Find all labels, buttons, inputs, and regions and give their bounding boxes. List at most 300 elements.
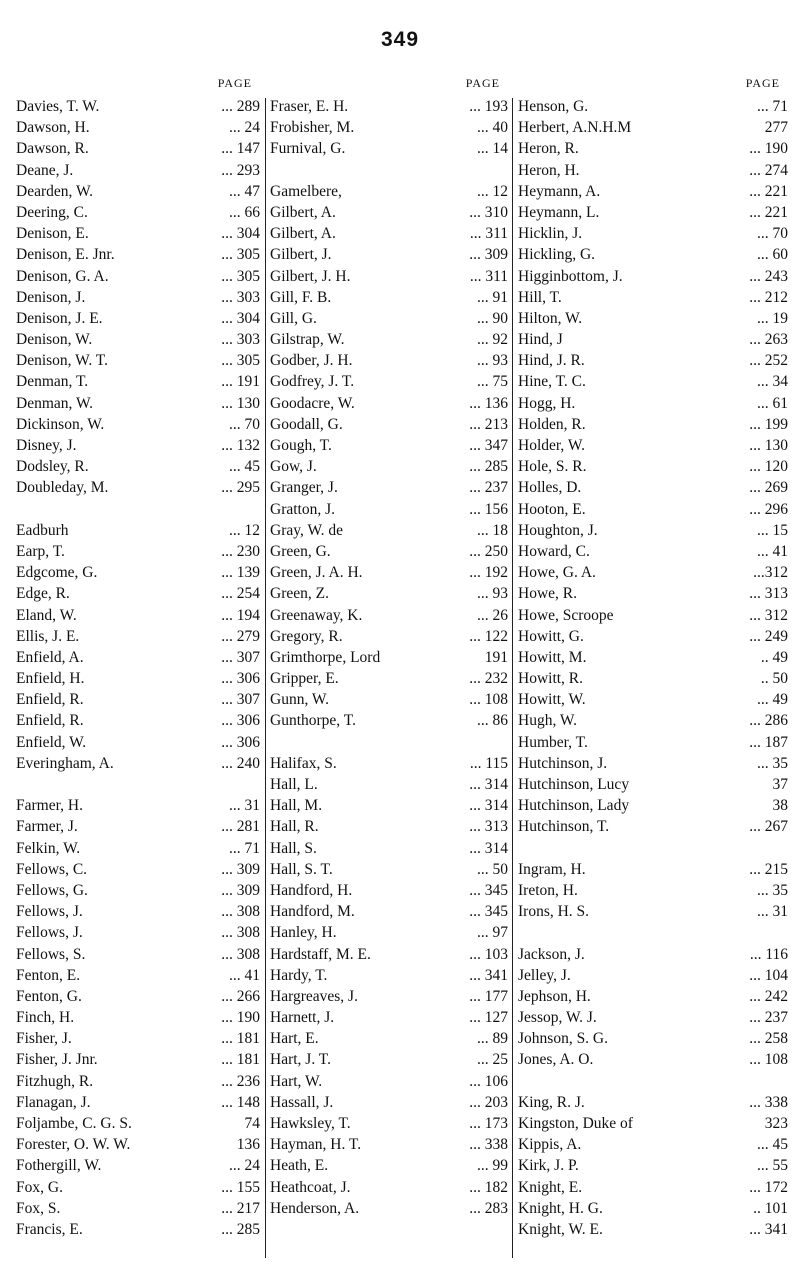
index-entry <box>518 774 790 795</box>
entry-name: Hind, J. R. <box>518 352 585 370</box>
index-entry <box>270 901 510 922</box>
index-entry <box>16 456 262 477</box>
entry-name: Fenton, E. <box>16 966 81 984</box>
entry-name: Forester, O. W. W. <box>16 1136 131 1154</box>
entry-page: ... 267 <box>749 818 788 836</box>
index-entry <box>518 329 790 350</box>
index-entry <box>518 562 790 583</box>
entry-page: ... 24 <box>229 1157 260 1175</box>
entry-page: ... 70 <box>229 415 260 433</box>
index-entry <box>270 117 510 138</box>
entry-page: ... 281 <box>221 818 260 836</box>
entry-page: ... 190 <box>749 140 788 158</box>
entry-page: ... 26 <box>477 606 508 624</box>
entry-name: Heymann, A. <box>518 182 601 200</box>
entry-page: ... 345 <box>469 881 508 899</box>
entry-page: ... 106 <box>469 1072 508 1090</box>
index-entry <box>518 626 790 647</box>
index-entry <box>518 499 790 520</box>
entry-page: ... 307 <box>221 691 260 709</box>
entry-page: ... 14 <box>477 140 508 158</box>
index-entry <box>270 244 510 265</box>
entry-page: ... 71 <box>229 839 260 857</box>
index-entry <box>518 266 790 287</box>
entry-page: ... 12 <box>477 182 508 200</box>
index-entry <box>518 605 790 626</box>
entry-name: Doubleday, M. <box>16 479 109 497</box>
entry-page: ... 147 <box>221 140 260 158</box>
entry-page: ... 187 <box>749 733 788 751</box>
index-entry <box>518 1113 790 1134</box>
entry-page: ... 309 <box>221 881 260 899</box>
index-entry <box>270 1028 510 1049</box>
entry-name: Hanley, H. <box>270 924 337 942</box>
entry-page: ... 70 <box>757 225 788 243</box>
entry-page: ... 181 <box>221 1030 260 1048</box>
index-entry <box>518 371 790 392</box>
index-entry <box>270 583 510 604</box>
index-entry <box>16 986 262 1007</box>
index-entry <box>16 541 262 562</box>
entry-name: Hassall, J. <box>270 1093 334 1111</box>
entry-name: Edgcome, G. <box>16 564 98 582</box>
entry-page: ... 303 <box>221 331 260 349</box>
entry-page: 74 <box>244 1115 260 1132</box>
entry-page: ... 61 <box>757 394 788 412</box>
entry-name: Jessop, W. J. <box>518 1009 597 1027</box>
entry-name: Heathcoat, J. <box>270 1178 351 1196</box>
entry-name: Humber, T. <box>518 733 588 751</box>
index-entry <box>270 138 510 159</box>
entry-page: ... 34 <box>757 373 788 391</box>
index-entry <box>16 732 262 753</box>
entry-page: .. 49 <box>760 648 788 666</box>
entry-name: Fox, G. <box>16 1178 63 1196</box>
index-entry <box>518 732 790 753</box>
index-entry <box>16 1155 262 1176</box>
entry-page: ... 177 <box>469 987 508 1005</box>
entry-name: Goodall, G. <box>270 415 343 433</box>
entry-page: ... 35 <box>757 754 788 772</box>
entry-page: ... 314 <box>469 797 508 815</box>
entry-name: Henderson, A. <box>270 1199 360 1217</box>
entry-page: ... 156 <box>469 500 508 518</box>
entry-page: ... 258 <box>749 1030 788 1048</box>
entry-name: Earp, T. <box>16 542 65 560</box>
entry-name: Denman, W. <box>16 394 94 412</box>
entry-page: ... 305 <box>221 352 260 370</box>
entry-page: ... 60 <box>757 246 788 264</box>
entry-name: Davies, T. W. <box>16 98 100 115</box>
index-entry <box>518 880 790 901</box>
index-entry <box>270 922 510 943</box>
entry-name: Hooton, E. <box>518 500 586 518</box>
entry-page: ... 132 <box>221 437 260 454</box>
entry-page: ... 91 <box>477 288 508 306</box>
entry-name: Hart, W. <box>270 1072 323 1090</box>
entry-page: ... 263 <box>749 331 788 349</box>
index-entry <box>518 138 790 159</box>
index-entry <box>270 456 510 477</box>
entry-page: ... 115 <box>469 754 508 772</box>
entry-name: Goodacre, W. <box>270 394 355 412</box>
entry-name: Foljambe, C. G. S. <box>16 1115 132 1132</box>
index-entry <box>16 1113 262 1134</box>
entry-page: ... 40 <box>477 119 508 137</box>
index-entry <box>270 753 510 774</box>
index-entry <box>16 1049 262 1070</box>
entry-page: ... 31 <box>757 903 788 921</box>
entry-name: Howitt, G. <box>518 627 584 645</box>
index-entry <box>518 223 790 244</box>
entry-name: Denison, J. <box>16 288 86 306</box>
entry-page: ... 304 <box>221 309 260 327</box>
entry-page: ... 116 <box>749 945 788 963</box>
index-entries <box>270 96 510 1219</box>
entry-page: ... 306 <box>221 712 260 730</box>
entry-name: Denison, E. Jnr. <box>16 246 115 264</box>
entry-name: Hall, L. <box>270 776 318 793</box>
entry-name: Francis, E. <box>16 1220 83 1238</box>
section-gap <box>270 160 510 181</box>
index-entry <box>270 1071 510 1092</box>
index-entry <box>16 668 262 689</box>
entry-page: ... 311 <box>469 267 508 285</box>
entry-name: Fellows, G. <box>16 881 88 899</box>
entry-page: ... 295 <box>221 479 260 497</box>
entry-page: ... 172 <box>749 1178 788 1196</box>
entry-page: ... 99 <box>477 1157 508 1175</box>
entry-page: ... 313 <box>749 585 788 603</box>
entry-name: Fitzhugh, R. <box>16 1072 94 1090</box>
entry-name: Granger, J. <box>270 479 338 497</box>
index-entry <box>270 393 510 414</box>
index-entry <box>16 562 262 583</box>
entry-name: Dearden, W. <box>16 182 94 200</box>
entry-page: ... 309 <box>469 246 508 264</box>
index-entry <box>16 1071 262 1092</box>
entry-page: ... 45 <box>757 1136 788 1154</box>
page-column-header: PAGE <box>465 76 500 90</box>
entry-name: Hardstaff, M. E. <box>270 945 371 963</box>
entry-page: ... 308 <box>221 945 260 963</box>
index-entry <box>16 1092 262 1113</box>
column-divider <box>512 98 513 1258</box>
entry-page: ... 108 <box>469 691 508 709</box>
entry-name: Eland, W. <box>16 606 77 624</box>
entry-page: ... 127 <box>469 1009 508 1027</box>
entry-name: Johnson, S. G. <box>518 1030 609 1048</box>
index-entry <box>518 647 790 668</box>
entry-name: Howe, Scroope <box>518 606 614 624</box>
entry-name: Gamelbere, <box>270 182 342 200</box>
index-entry <box>270 774 510 795</box>
entry-name: Everingham, A. <box>16 754 114 772</box>
entry-name: Gough, T. <box>270 437 332 454</box>
index-entry <box>270 880 510 901</box>
entry-page: ... 104 <box>749 966 788 984</box>
index-entry <box>518 1219 790 1240</box>
entry-name: Jackson, J. <box>518 945 585 963</box>
entry-name: Greenaway, K. <box>270 606 363 624</box>
entry-name: Hall, R. <box>270 818 319 836</box>
entry-page: ... 338 <box>749 1093 788 1111</box>
index-entry <box>270 499 510 520</box>
entry-page: ... 86 <box>477 712 508 730</box>
index-entry <box>270 1155 510 1176</box>
entry-name: Gow, J. <box>270 458 317 476</box>
entry-page: ... 90 <box>477 309 508 327</box>
entry-name: Disney, J. <box>16 437 77 454</box>
index-entry <box>518 1092 790 1113</box>
index-entry <box>270 223 510 244</box>
entry-page: ... 24 <box>229 119 260 137</box>
entry-page: ... 232 <box>469 670 508 688</box>
entry-name: Denison, G. A. <box>16 267 109 285</box>
entry-page: ... 308 <box>221 903 260 921</box>
entry-name: Denman, T. <box>16 373 89 391</box>
entry-name: Gilbert, A. <box>270 203 336 221</box>
entry-name: Hargreaves, J. <box>270 987 358 1005</box>
entry-name: Gratton, J. <box>270 500 336 518</box>
entry-page: ... 303 <box>221 288 260 306</box>
entry-page: ... 191 <box>221 373 260 391</box>
entry-page: ... 338 <box>469 1136 508 1154</box>
index-entry <box>518 710 790 731</box>
entry-name: Fellows, J. <box>16 903 83 921</box>
entry-name: Grimthorpe, Lord <box>270 648 381 666</box>
index-entry <box>270 1007 510 1028</box>
section-gap <box>518 1071 790 1092</box>
entry-page: ... 49 <box>757 691 788 709</box>
entry-name: Gunthorpe, T. <box>270 712 356 730</box>
index-entry <box>270 541 510 562</box>
entry-page: 323 <box>764 1115 788 1132</box>
entry-name: Hall, S. <box>270 839 317 857</box>
entry-page: ... 55 <box>757 1157 788 1175</box>
entry-page: ... 103 <box>469 945 508 963</box>
entry-name: Howitt, M. <box>518 648 587 666</box>
index-entry <box>16 689 262 710</box>
entry-name: Gray, W. de <box>270 521 344 539</box>
index-column-2 <box>270 76 510 1219</box>
entry-page: ... 182 <box>469 1178 508 1196</box>
entry-name: Hutchinson, J. <box>518 754 608 772</box>
index-entry <box>518 287 790 308</box>
index-entry <box>270 1113 510 1134</box>
entry-page: ... 296 <box>749 500 788 518</box>
index-entry <box>270 96 510 117</box>
entry-page: ... 50 <box>477 860 508 878</box>
index-entry <box>518 944 790 965</box>
entry-name: Green, G. <box>270 542 331 560</box>
entry-name: Eadburh <box>16 521 69 539</box>
entry-name: Higginbottom, J. <box>518 267 623 285</box>
entry-name: Holden, R. <box>518 415 586 433</box>
index-entry <box>270 1134 510 1155</box>
index-entry <box>518 414 790 435</box>
index-entry <box>16 96 262 117</box>
entry-page: 37 <box>772 776 788 793</box>
index-entry <box>16 626 262 647</box>
entry-page: ... 41 <box>757 542 788 560</box>
entry-page: ... 31 <box>229 797 260 815</box>
index-entry <box>16 647 262 668</box>
entry-page: ... 311 <box>469 225 508 243</box>
entry-page: .. 101 <box>753 1199 788 1217</box>
index-entry <box>518 308 790 329</box>
entry-name: Kippis, A. <box>518 1136 582 1154</box>
index-entry <box>270 308 510 329</box>
entry-page: ... 314 <box>469 776 508 793</box>
index-entry <box>518 393 790 414</box>
index-entry <box>518 859 790 880</box>
entry-name: Hart, J. T. <box>270 1051 331 1069</box>
index-entry <box>16 520 262 541</box>
entry-page: ... 283 <box>469 1199 508 1217</box>
entry-page: ... 217 <box>221 1199 260 1217</box>
entry-name: Fisher, J. <box>16 1030 72 1048</box>
entry-name: Furnival, G. <box>270 140 346 158</box>
entry-page: ... 45 <box>229 458 260 476</box>
entry-name: Howitt, R. <box>518 670 584 688</box>
entry-name: Gunn, W. <box>270 691 329 709</box>
entry-page: ... 148 <box>221 1093 260 1111</box>
entry-name: Hugh, W. <box>518 712 577 730</box>
index-entry <box>518 668 790 689</box>
index-entry <box>270 1177 510 1198</box>
index-entry <box>16 901 262 922</box>
entry-name: Houghton, J. <box>518 521 598 539</box>
index-entry <box>270 435 510 456</box>
entry-page: ... 306 <box>221 733 260 751</box>
index-entry <box>518 753 790 774</box>
index-entry <box>16 117 262 138</box>
entry-name: Knight, H. G. <box>518 1199 603 1217</box>
entry-page: ... 18 <box>477 521 508 539</box>
entry-name: Hawksley, T. <box>270 1115 351 1132</box>
entry-name: Denison, J. E. <box>16 309 103 327</box>
entry-name: Hicklin, J. <box>518 225 583 243</box>
entry-page: ... 307 <box>221 648 260 666</box>
entry-page: ... 199 <box>749 415 788 433</box>
entry-page: ... 242 <box>749 987 788 1005</box>
index-entry <box>270 710 510 731</box>
index-entry <box>16 1219 262 1240</box>
index-entry <box>16 371 262 392</box>
entry-page: ... 181 <box>221 1051 260 1069</box>
index-entry <box>16 160 262 181</box>
index-entry <box>16 838 262 859</box>
index-entry <box>16 859 262 880</box>
entry-name: Howe, R. <box>518 585 577 603</box>
entry-name: Fisher, J. Jnr. <box>16 1051 98 1069</box>
entry-page: ... 19 <box>757 309 788 327</box>
index-entry <box>270 371 510 392</box>
section-gap <box>16 499 262 520</box>
index-entry <box>270 647 510 668</box>
entry-name: Enfield, R. <box>16 691 84 709</box>
entry-page: ... 93 <box>477 585 508 603</box>
entry-name: Frobisher, M. <box>270 119 355 137</box>
entry-name: Hilton, W. <box>518 309 583 327</box>
entry-page: ... 15 <box>757 521 788 539</box>
entry-page: ... 250 <box>469 542 508 560</box>
entry-page: ... 312 <box>749 606 788 624</box>
index-entry <box>16 393 262 414</box>
section-gap <box>518 922 790 943</box>
entry-page: 38 <box>772 797 788 815</box>
index-entry <box>270 605 510 626</box>
index-entries <box>16 96 262 1240</box>
entry-name: Hind, J <box>518 331 563 349</box>
entry-name: Fraser, E. H. <box>270 98 349 115</box>
index-entry <box>518 202 790 223</box>
entry-page: ... 193 <box>469 98 508 115</box>
entry-name: Fothergill, W. <box>16 1157 102 1175</box>
entry-name: Fenton, G. <box>16 987 82 1005</box>
index-entry <box>518 117 790 138</box>
entry-name: Denison, W. T. <box>16 352 109 370</box>
index-column-1 <box>16 76 262 1240</box>
entry-page: ... 341 <box>749 1220 788 1238</box>
index-entry <box>518 965 790 986</box>
entry-name: Halifax, S. <box>270 754 337 772</box>
index-entry <box>16 795 262 816</box>
index-entry <box>518 350 790 371</box>
entry-name: Denison, W. <box>16 331 93 349</box>
entry-name: Gilbert, A. <box>270 225 336 243</box>
page-number: 349 <box>380 28 420 51</box>
section-gap <box>270 732 510 753</box>
entry-page: ... 130 <box>221 394 260 412</box>
entry-name: Hardy, T. <box>270 966 328 984</box>
entry-name: Farmer, J. <box>16 818 78 836</box>
entry-page: ... 240 <box>221 754 260 772</box>
entry-page: ... 71 <box>757 98 788 115</box>
entry-page: ... 92 <box>477 331 508 349</box>
index-entry <box>518 1134 790 1155</box>
entry-page: ... 25 <box>477 1051 508 1069</box>
index-entry <box>16 965 262 986</box>
entry-name: King, R. J. <box>518 1093 585 1111</box>
entry-page: ... 215 <box>749 860 788 878</box>
entry-page: ... 286 <box>749 712 788 730</box>
entry-page: ... 192 <box>469 564 508 582</box>
index-entry <box>270 795 510 816</box>
index-entry <box>16 1007 262 1028</box>
entry-page: ... 136 <box>469 394 508 412</box>
entry-name: Hall, M. <box>270 797 323 815</box>
entry-name: Ingram, H. <box>518 860 586 878</box>
index-entry <box>16 710 262 731</box>
entry-name: Ireton, H. <box>518 881 578 899</box>
entry-page: 136 <box>236 1136 260 1154</box>
section-gap <box>16 774 262 795</box>
entry-name: Hickling, G. <box>518 246 596 264</box>
index-entry <box>270 668 510 689</box>
index-entry <box>16 244 262 265</box>
entry-page: ... 289 <box>221 98 260 115</box>
index-entry <box>270 287 510 308</box>
entry-page: ... 347 <box>469 437 508 454</box>
entry-page: ... 12 <box>229 521 260 539</box>
entry-page: ... 173 <box>469 1115 508 1132</box>
index-entry <box>16 138 262 159</box>
index-entry <box>270 626 510 647</box>
entry-name: Denison, E. <box>16 225 89 243</box>
index-entry <box>518 1177 790 1198</box>
